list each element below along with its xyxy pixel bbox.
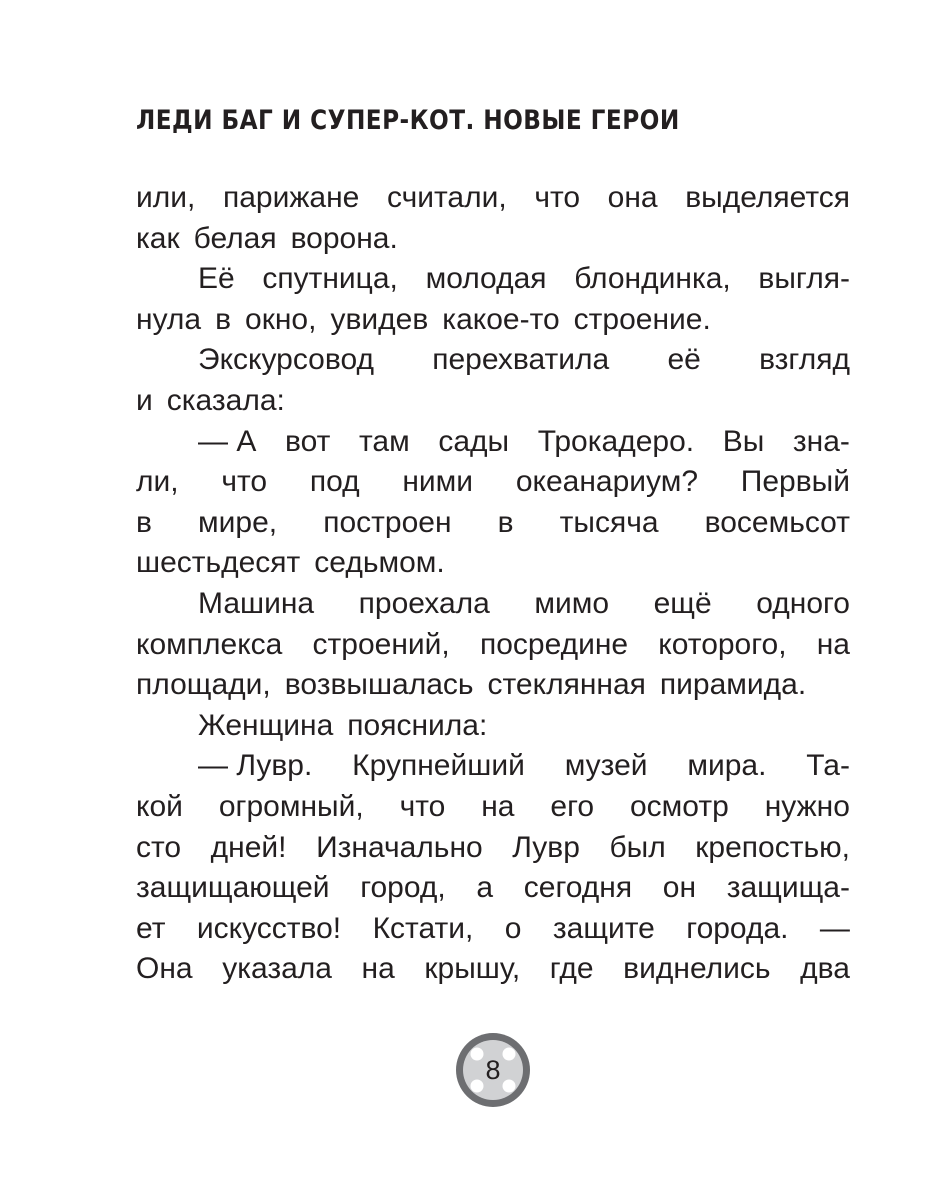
word: Её (198, 262, 235, 296)
word: города. (686, 911, 789, 945)
word: защите (552, 911, 655, 945)
word: ещё (653, 586, 712, 620)
text-line (136, 706, 850, 747)
word: город, (360, 871, 446, 905)
word: крепостью, (695, 830, 850, 864)
word: что (399, 789, 446, 823)
word: как (136, 221, 180, 255)
word: его (550, 789, 595, 823)
text-line (136, 503, 850, 544)
word: пирамида. (659, 668, 807, 702)
text-line (136, 381, 850, 422)
word: два (800, 952, 850, 986)
page-number: 8 (485, 1055, 501, 1085)
text-line (136, 868, 850, 909)
text-line (136, 909, 850, 950)
word: посредине (479, 627, 629, 661)
word: — А (198, 424, 257, 458)
word: нужно (764, 789, 850, 823)
word: какое-то (442, 302, 560, 336)
word: которого, (658, 627, 787, 661)
word: ними (402, 465, 474, 499)
text-line (136, 300, 850, 341)
word: на (816, 627, 850, 661)
word: был (609, 830, 666, 864)
word: в (136, 505, 152, 539)
word: выгля- (758, 262, 850, 296)
word: блондинка, (574, 262, 731, 296)
word: в (497, 505, 514, 539)
word: построен (323, 505, 452, 539)
word: защища- (726, 871, 850, 905)
word: ворона. (290, 221, 398, 255)
word: Первый (740, 465, 850, 499)
word: или, (136, 181, 196, 214)
word: комплекса (136, 627, 283, 661)
text-line (136, 422, 850, 463)
word: искусство! (196, 911, 342, 945)
page-number-badge (455, 1032, 531, 1108)
word: шестьдесят (136, 546, 301, 580)
word: и (136, 383, 153, 417)
word: выделяется (685, 181, 850, 214)
word: Изначально (316, 830, 483, 864)
text-line (136, 625, 850, 666)
text-line (136, 340, 850, 381)
word: Машина (198, 586, 315, 620)
word: огромный, (218, 789, 364, 823)
word: строение. (573, 302, 711, 336)
word: океанариум? (515, 465, 699, 499)
word: она (607, 181, 658, 214)
word: виднелись (623, 952, 771, 986)
word: осмотр (630, 789, 729, 823)
word: сады (438, 424, 510, 458)
word: Лувр (512, 830, 580, 864)
word: перехватила (432, 343, 610, 377)
word: пояснила: (347, 708, 488, 742)
body-text (136, 178, 850, 990)
word: спутница, (262, 262, 398, 296)
word: строений, (312, 627, 450, 661)
word: в (215, 302, 232, 336)
text-line (136, 746, 850, 787)
word: указала (222, 952, 332, 986)
word: зна- (792, 424, 850, 458)
word: о (504, 911, 522, 945)
text-line (136, 219, 850, 260)
word: взгляд (759, 343, 850, 377)
word: мимо (534, 586, 610, 620)
word: возвышалась (284, 668, 474, 702)
word: Женщина (198, 708, 334, 742)
word: окно, (245, 302, 317, 336)
word: увидев (330, 302, 429, 336)
word: Кстати, (372, 911, 474, 945)
word: молодая (425, 262, 547, 296)
word: стеклянная (487, 668, 646, 702)
word: что (221, 465, 268, 499)
word: — (819, 911, 850, 945)
word: ет (136, 911, 166, 945)
text-line (136, 543, 850, 584)
word: Трокадеро. (537, 424, 695, 458)
word: сказала: (166, 383, 285, 417)
word: площади, (136, 668, 271, 702)
word: кой (136, 789, 183, 823)
text-line (136, 178, 850, 219)
word: сто (136, 830, 182, 864)
word: крышу, (424, 952, 521, 986)
word: защищающей (136, 871, 330, 905)
text-line (136, 462, 850, 503)
word: он (662, 871, 697, 905)
word: ли, (136, 465, 179, 499)
word: одного (756, 586, 850, 620)
text-line (136, 828, 850, 869)
word: — Лувр. (198, 749, 313, 783)
word: парижане (222, 181, 360, 214)
word: что (534, 181, 581, 214)
word: музей (564, 749, 648, 783)
word: считали, (386, 181, 507, 214)
word: где (549, 952, 594, 986)
word: восемьсот (704, 505, 850, 539)
running-header: ЛЕДИ БАГ И СУПЕР-КОТ. НОВЫЕ ГЕРОИ (136, 105, 680, 136)
word: дней! (210, 830, 287, 864)
word: на (481, 789, 515, 823)
word: Та- (806, 749, 850, 783)
word: на (361, 952, 395, 986)
word: Экскурсовод (198, 343, 374, 377)
text-line (136, 787, 850, 828)
word: Крупнейший (352, 749, 525, 783)
text-line (136, 259, 850, 300)
word: вот (284, 424, 331, 458)
word: а (476, 871, 494, 905)
word: Она (136, 952, 193, 986)
word: нула (136, 302, 202, 336)
word: там (358, 424, 410, 458)
text-line (136, 949, 850, 990)
text-line (136, 665, 850, 706)
word: сегодня (523, 871, 633, 905)
word: мире, (198, 505, 278, 539)
word: Вы (722, 424, 765, 458)
word: мира. (687, 749, 767, 783)
word: белая (193, 221, 277, 255)
word: проехала (358, 586, 490, 620)
word: её (667, 343, 701, 377)
word: седьмом. (314, 546, 445, 580)
word: под (309, 465, 360, 499)
text-line (136, 584, 850, 625)
word: тысяча (559, 505, 659, 539)
